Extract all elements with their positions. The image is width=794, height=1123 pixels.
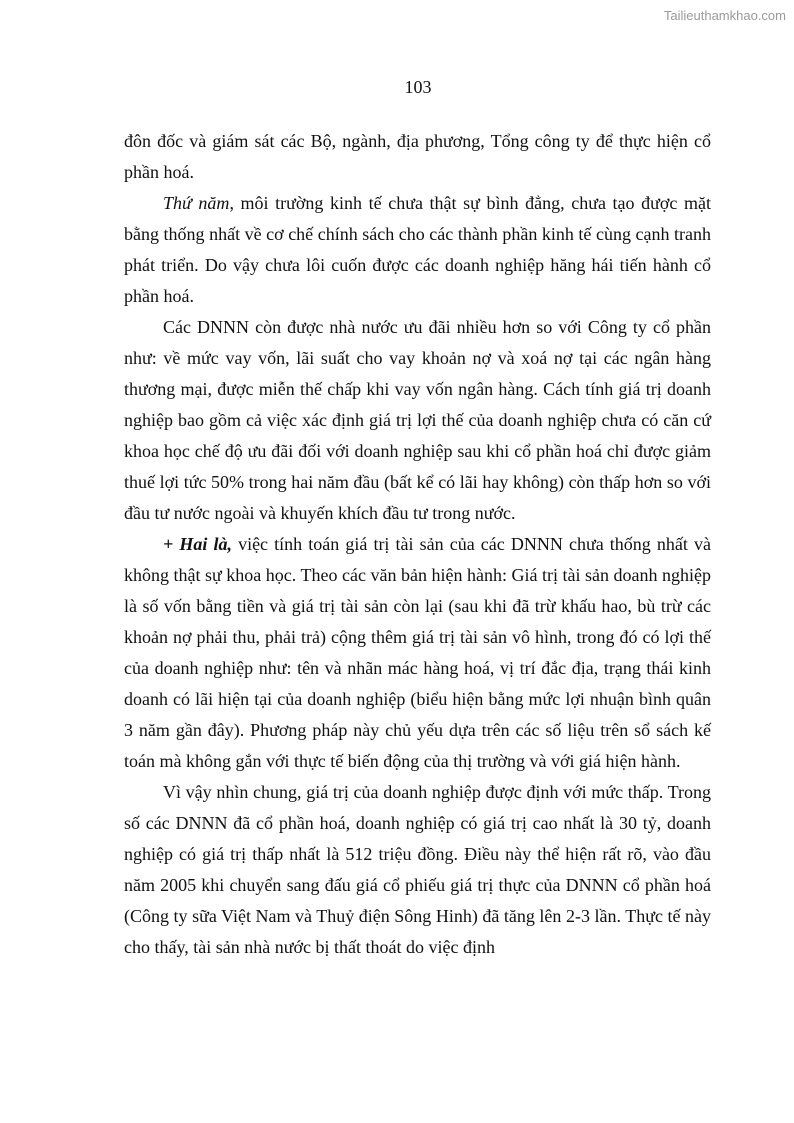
paragraph-thu-nam <box>124 188 711 312</box>
page-number: 103 <box>404 77 432 97</box>
paragraph-lead-italic: Thứ năm <box>163 193 230 213</box>
document-body <box>124 126 711 963</box>
paragraph-dnnn-uu-dai <box>124 312 711 529</box>
paragraph-hai-la <box>124 529 711 777</box>
paragraph-vi-vay <box>124 777 711 963</box>
paragraph-text: Các DNNN còn được nhà nước ưu đãi nhiều hơn so với Công ty cổ phần như: về mức vay vốn, lãi suất cho vay khoản nợ và xoá nợ tại các ngân hàng thương mại, được miễn thế chấp khi vay vốn ngân hàng. Cách tính giá trị doanh nghiệp bao gồm cả việc xác định giá trị lợi thế của doanh nghiệp chưa có căn cứ khoa học chế độ ưu đãi đối với doanh nghiệp sau khi cổ phần hoá chỉ được giảm thuế lợi tức 50% trong hai năm đầu (bất kể có lãi hay không) còn thấp hơn so với đầu tư nước ngoài và khuyến khích đầu tư trong nước. <box>124 317 711 523</box>
paragraph-text: Vì vậy nhìn chung, giá trị của doanh nghiệp được định với mức thấp. Trong số các DNNN đã cổ phần hoá, doanh nghiệp có giá trị cao nhất là 30 tỷ, doanh nghiệp có giá trị thấp nhất là 512 triệu đồng. Điều này thể hiện rất rõ, vào đầu năm 2005 khi chuyển sang đấu giá cổ phiếu giá trị thực của DNNN cổ phần hoá (Công ty sữa Việt Nam và Thuỷ điện Sông Hinh) đã tăng lên 2-3 lần. Thực tế này cho thấy, tài sản nhà nước bị thất thoát do việc định <box>124 782 711 957</box>
paragraph-lead-bold-italic: + Hai là, <box>163 534 232 554</box>
watermark: Tailieuthamkhao.com <box>663 8 786 23</box>
paragraph-text: việc tính toán giá trị tài sản của các DNNN chưa thống nhất và không thật sự khoa học. Theo các văn bản hiện hành: Giá trị tài sản doanh nghiệp là số vốn bằng tiền và giá trị tài sản còn lại (sau khi đã trừ khấu hao, bù trừ các khoản nợ phải thu, phải trả) cộng thêm giá trị tài sản vô hình, trong đó có lợi thế của doanh nghiệp như: tên và nhãn mác hàng hoá, vị trí đắc địa, trạng thái kinh doanh có lãi hiện tại của doanh nghiệp (biểu hiện bằng mức lợi nhuận bình quân 3 năm gần đây). Phương pháp này chủ yếu dựa trên các số liệu trên sổ sách kế toán mà không gắn với thực tế biến động của thị trường và với giá hiện hành. <box>124 534 711 771</box>
paragraph-text: , môi trường kinh tế chưa thật sự bình đẳng, chưa tạo được mặt bằng thống nhất về cơ chế chính sách cho các thành phần kinh tế cùng cạnh tranh phát triển. Do vậy chưa lôi cuốn được các doanh nghiệp hăng hái tiến hành cổ phần hoá. <box>124 193 712 306</box>
paragraph-continuation <box>124 126 711 188</box>
paragraph-text: đôn đốc và giám sát các Bộ, ngành, địa phương, Tổng công ty để thực hiện cổ phần hoá. <box>124 131 711 182</box>
